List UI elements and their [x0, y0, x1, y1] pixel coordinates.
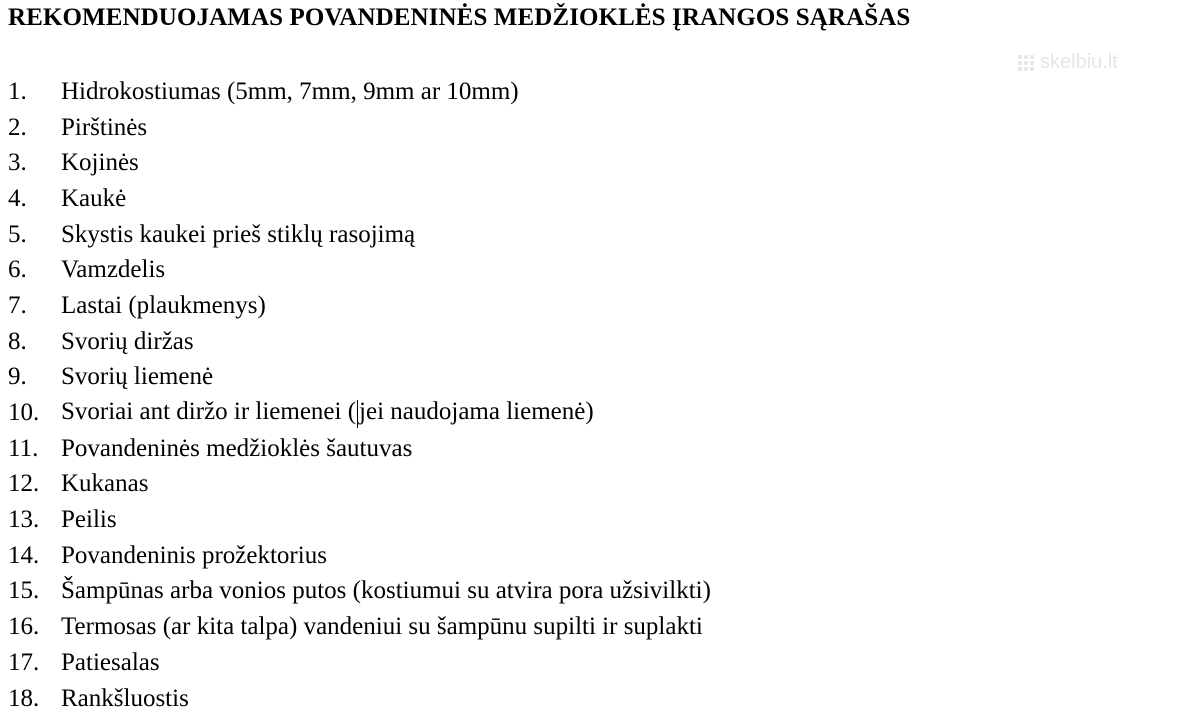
- item-number: 4.: [8, 184, 27, 212]
- list-item: [8, 288, 711, 324]
- item-text: Povandeninis prožektorius: [61, 541, 327, 569]
- item-number: 17.: [8, 648, 40, 676]
- text-cursor: [357, 400, 358, 428]
- item-number: 15.: [8, 577, 40, 605]
- item-number: 12.: [8, 470, 40, 498]
- list-item: [8, 467, 711, 503]
- item-text: Lastai (plaukmenys): [61, 291, 266, 319]
- watermark: [1018, 51, 1118, 74]
- list-item: [8, 110, 711, 146]
- item-number: 6.: [8, 256, 27, 284]
- item-number: 13.: [8, 506, 40, 534]
- item-number: 18.: [8, 684, 40, 712]
- item-text-after-cursor: jei naudojama liemenė): [359, 398, 594, 426]
- list-item: [8, 431, 711, 467]
- item-number: 16.: [8, 613, 40, 641]
- item-number: 5.: [8, 220, 27, 248]
- list-item: [8, 252, 711, 288]
- item-number: 3.: [8, 149, 27, 177]
- list-item[interactable]: [8, 395, 711, 431]
- item-text: Kojinės: [61, 149, 139, 177]
- list-item: [8, 502, 711, 538]
- item-text: Peilis: [61, 506, 117, 534]
- item-number: 8.: [8, 327, 27, 355]
- item-text: Termosas (ar kita talpa) vandeniui su šampūnu supilti ir suplakti: [61, 613, 703, 641]
- watermark-text: skelbiu.lt: [1040, 51, 1118, 73]
- list-item: [8, 324, 711, 360]
- item-text: Svorių liemenė: [61, 363, 214, 391]
- list-item: [8, 574, 711, 610]
- list-item: [8, 609, 711, 645]
- list-item: [8, 181, 711, 217]
- list-item: [8, 217, 711, 253]
- watermark-logo-icon: [1018, 55, 1034, 71]
- list-item: [8, 681, 711, 717]
- item-text: Kukanas: [61, 470, 149, 498]
- list-item: [8, 645, 711, 681]
- item-text[interactable]: [61, 398, 594, 427]
- item-number: 14.: [8, 541, 40, 569]
- item-number: 10.: [8, 399, 40, 427]
- item-text: Svorių diržas: [61, 327, 194, 355]
- item-text: Šampūnas arba vonios putos (kostiumui su atvira pora užsivilkti): [61, 577, 711, 605]
- document-title: REKOMENDUOJAMAS POVANDENINĖS MEDŽIOKLĖS ĮRANGOS SĄRAŠAS: [8, 4, 911, 31]
- item-text: Kaukė: [61, 184, 127, 212]
- item-text: Rankšluostis: [61, 684, 189, 712]
- item-text: Patiesalas: [61, 648, 160, 676]
- list-item: [8, 145, 711, 181]
- item-text-before-cursor: Svoriai ant diržo ir liemenei (: [61, 398, 357, 426]
- equipment-list: [8, 74, 711, 716]
- item-text: Hidrokostiumas (5mm, 7mm, 9mm ar 10mm): [61, 77, 519, 105]
- list-item: [8, 74, 711, 110]
- item-text: Povandeninės medžioklės šautuvas: [61, 434, 413, 462]
- item-number: 11.: [8, 434, 39, 462]
- item-number: 2.: [8, 113, 27, 141]
- list-item: [8, 360, 711, 396]
- item-text: Vamzdelis: [61, 256, 166, 284]
- item-number: 7.: [8, 291, 27, 319]
- list-item: [8, 538, 711, 574]
- item-number: 1.: [8, 77, 27, 105]
- item-number: 9.: [8, 363, 27, 391]
- item-text: Pirštinės: [61, 113, 148, 141]
- item-text: Skystis kaukei prieš stiklų rasojimą: [61, 220, 416, 248]
